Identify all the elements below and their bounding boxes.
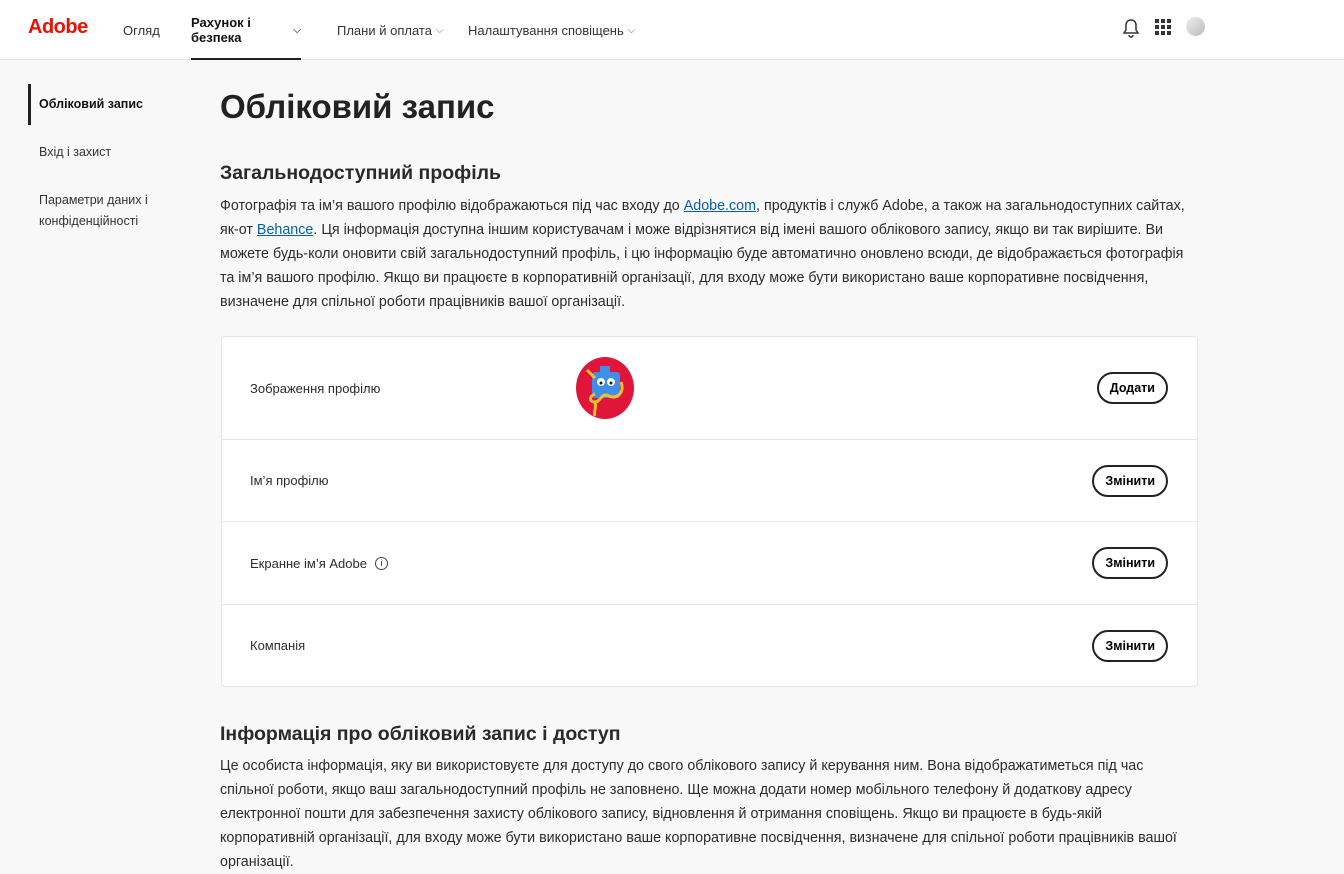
profile-avatar-image bbox=[575, 356, 635, 423]
nav-label: Огляд bbox=[123, 22, 160, 38]
apps-grid-icon[interactable] bbox=[1155, 19, 1171, 35]
text: Фотографія та ім’я вашого профілю відображаються під час входу до bbox=[220, 198, 684, 214]
row-label: Екранне ім’я Adobe bbox=[250, 555, 367, 571]
page-title: Обліковий запис bbox=[220, 88, 495, 125]
public-profile-heading: Загальнодоступний профіль bbox=[220, 162, 501, 184]
chevron-down-icon: ⌵ bbox=[435, 24, 444, 36]
row-label: Компанія bbox=[250, 638, 306, 653]
sidebar bbox=[28, 84, 178, 242]
info-icon[interactable]: i bbox=[375, 557, 388, 570]
text: . Ця інформація доступна іншим користувачам і може відрізнятися від імені вашого облікового запису, якщо ви так вирішите. Ви можете будь-коли оновити свій загальнодоступний профіль, і цю інформацію буде автоматично оновлено всюди, де відображається фотографія та ім’я вашого профілю. Якщо ви працюєте в корпоративній організації, для входу може бути використано ваше корпоративне посвідчення, визначене для спільної роботи працівників вашої організації. bbox=[220, 222, 1184, 310]
account-access-description: Це особиста інформація, яку ви використовуєте для доступу до свого облікового запису й керування ним. Вона відображатиметься під час спільної роботи, якщо ваш загальнодоступний профіль не заповнено. Ще можна додати номер мобільного телефону й додаткову адресу електронної пошти для забезпечення захисту облікового запису, відновлення й отримання сповіщень. Якщо ви працюєте в будь-якій корпоративній організації, для входу може бути використано ваше корпоративне посвідчення, визначене для спільної роботи працівників вашої організації. bbox=[220, 758, 1177, 870]
avatar[interactable] bbox=[1186, 17, 1205, 36]
edit-company-button[interactable]: Змінити bbox=[1092, 630, 1168, 662]
nav-overview[interactable] bbox=[123, 0, 160, 60]
edit-screen-name-button[interactable]: Змінити bbox=[1092, 547, 1168, 579]
top-nav bbox=[0, 0, 1344, 60]
chevron-down-icon: ⌵ bbox=[293, 24, 301, 36]
bell-icon[interactable] bbox=[1122, 18, 1140, 38]
text: , продуктів і служб Adobe, а також на загальнодоступних сайтах, як-от bbox=[220, 198, 1185, 238]
behance-link[interactable]: Behance bbox=[256, 222, 314, 238]
sidebar-item-data-privacy[interactable]: Параметри даних і конфіденційності bbox=[39, 193, 148, 228]
nav-notification-settings[interactable] bbox=[468, 0, 635, 60]
profile-name-row bbox=[222, 440, 1197, 522]
company-row bbox=[222, 605, 1197, 686]
adobe-com-link[interactable]: Adobe.com bbox=[683, 198, 757, 214]
public-profile-card bbox=[221, 336, 1198, 687]
nav-account-security[interactable] bbox=[191, 0, 301, 60]
screen-name-row bbox=[222, 522, 1197, 605]
sidebar-item-sign-in-security[interactable]: Вхід і захист bbox=[39, 145, 112, 159]
account-access-heading: Інформація про обліковий запис і доступ bbox=[220, 723, 621, 745]
nav-label: Налаштування сповіщень bbox=[468, 22, 624, 38]
sidebar-item-account[interactable]: Обліковий запис bbox=[28, 84, 178, 125]
nav-label: Плани й оплата bbox=[337, 22, 432, 38]
row-label: Ім’я профілю bbox=[250, 473, 329, 488]
profile-image-row bbox=[222, 337, 1197, 440]
row-label: Зображення профілю bbox=[250, 380, 381, 396]
chevron-down-icon: ⌵ bbox=[627, 24, 636, 36]
edit-profile-name-button[interactable]: Змінити bbox=[1092, 465, 1168, 497]
adobe-logo[interactable]: Adobe bbox=[28, 16, 88, 38]
add-profile-image-button[interactable]: Додати bbox=[1097, 372, 1168, 404]
nav-label: Рахунок і безпека bbox=[191, 15, 251, 45]
public-profile-description bbox=[220, 194, 1200, 314]
nav-plans-payment[interactable] bbox=[337, 0, 444, 60]
